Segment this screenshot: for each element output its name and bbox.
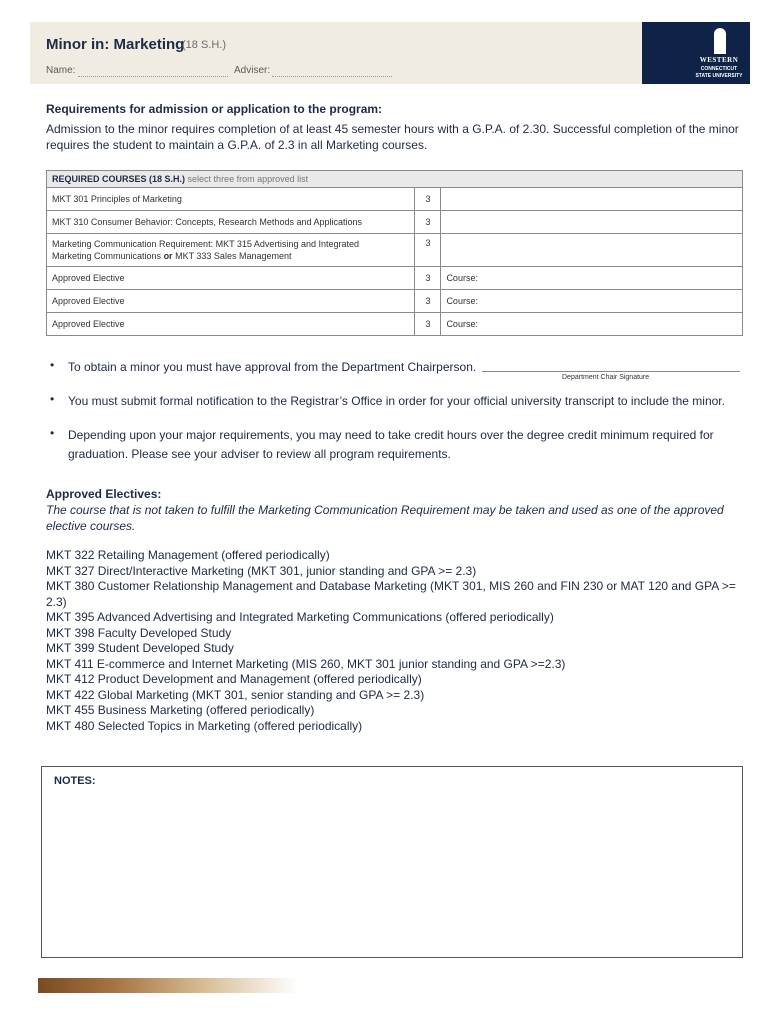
name-label: Name: (46, 65, 76, 76)
credit-cell: 3 (415, 234, 441, 267)
credit-cell: 3 (415, 313, 441, 336)
course-name-cell: Approved Elective (47, 290, 415, 313)
table-row (47, 313, 743, 336)
name-field[interactable] (78, 76, 228, 77)
course-entry-cell[interactable]: Course: (441, 267, 743, 290)
list-item: MKT 380 Customer Relationship Management and Database Marketing (MKT 301, MIS 260 and FIN 230 or MAT 120 and GPA >= 2.3) (46, 579, 736, 609)
comm-req-line-c: MKT 333 Sales Management (175, 251, 292, 261)
course-entry-cell[interactable] (441, 234, 743, 267)
list-item: MKT 399 Student Developed Study (46, 641, 234, 655)
signature-label: Department Chair Signature (562, 374, 650, 381)
course-entry-cell[interactable] (441, 188, 743, 211)
list-item: MKT 455 Business Marketing (offered periodically) (46, 703, 315, 717)
page-title: Minor in: Marketing (46, 36, 185, 53)
logo-line-1: WESTERN (699, 56, 739, 64)
adviser-field[interactable] (272, 76, 392, 77)
table-header-cell (47, 171, 743, 188)
table-row (47, 234, 743, 267)
credit-cell: 3 (415, 188, 441, 211)
course-name-cell: MKT 310 Consumer Behavior: Concepts, Research Methods and Applications (47, 211, 415, 234)
course-name-cell: Approved Elective (47, 313, 415, 336)
bullet-icon: • (50, 358, 55, 372)
electives-list (46, 548, 736, 734)
page-title-hours: (18 S.H.) (182, 39, 227, 51)
course-entry-cell[interactable] (441, 211, 743, 234)
notes-label: NOTES: (54, 775, 96, 787)
requirements-text: Admission to the minor requires completion of at least 45 semester hours with a G.P.A. of 2.30. Successful completion of the minor requires the student to maintain a G.P.A. of 2.3 in all Marketing courses. (46, 122, 739, 152)
electives-heading: Approved Electives: (46, 487, 162, 501)
adviser-label: Adviser: (234, 65, 271, 76)
table-header-note: select three from approved list (187, 174, 309, 184)
bullet-credit-hours: Depending upon your major requirements, you may need to take credit hours over the degree credit minimum required for graduation. Please see your adviser to review all program requirements. (68, 428, 714, 461)
required-courses-table (46, 170, 743, 336)
list-item: MKT 327 Direct/Interactive Marketing (MKT 301, junior standing and GPA >= 2.3) (46, 563, 477, 578)
course-name-cell (47, 234, 415, 267)
requirements-heading: Requirements for admission or application to the program: (46, 102, 383, 116)
comm-req-line-b: Marketing Communications (52, 251, 162, 261)
footer-gradient-bar (38, 978, 298, 993)
course-name-cell: Approved Elective (47, 267, 415, 290)
notes-box[interactable] (41, 766, 743, 958)
list-item: MKT 322 Retailing Management (offered periodically) (46, 548, 330, 562)
credit-cell: 3 (415, 211, 441, 234)
credit-cell: 3 (415, 267, 441, 290)
course-entry-cell[interactable]: Course: (441, 313, 743, 336)
table-row (47, 188, 743, 211)
credit-cell: 3 (415, 290, 441, 313)
list-item: MKT 398 Faculty Developed Study (46, 625, 232, 640)
course-entry-cell[interactable]: Course: (441, 290, 743, 313)
course-name-cell: MKT 301 Principles of Marketing (47, 188, 415, 211)
list-item: MKT 480 Selected Topics in Marketing (offered periodically) (46, 718, 363, 733)
bullet-icon: • (50, 426, 55, 440)
logo-line-3: STATE UNIVERSITY (695, 73, 743, 79)
university-logo (642, 22, 750, 84)
logo-tower-icon (714, 28, 726, 54)
bullet-registrar: You must submit formal notification to the Registrar’s Office in order for your official university transcript to include the minor. (68, 394, 725, 408)
list-item: MKT 422 Global Marketing (MKT 301, senior standing and GPA >= 2.3) (46, 687, 425, 702)
list-item: MKT 412 Product Development and Management (offered periodically) (46, 672, 422, 686)
logo-line-2: CONNECTICUT (700, 66, 738, 72)
comm-req-line-a: Marketing Communication Requirement: MKT 315 Advertising and Integrated (52, 239, 359, 249)
list-item: MKT 395 Advanced Advertising and Integrated Marketing Communications (offered periodically) (46, 610, 554, 624)
table-row (47, 267, 743, 290)
bullet-approval: To obtain a minor you must have approval from the Department Chairperson. (68, 360, 477, 374)
list-item: MKT 411 E-commerce and Internet Marketing (MIS 260, MKT 301 junior standing and GPA >=2.3) (46, 656, 566, 671)
electives-note: The course that is not taken to fulfill the Marketing Communication Requirement may be taken and used as one of the approved elective courses. (46, 503, 724, 533)
table-header-title: REQUIRED COURSES (18 S.H.) (52, 174, 186, 184)
table-row (47, 211, 743, 234)
signature-line[interactable] (482, 371, 740, 372)
bullet-icon: • (50, 392, 55, 406)
table-header-row (47, 171, 743, 188)
comm-req-or: or (163, 251, 173, 261)
table-row (47, 290, 743, 313)
